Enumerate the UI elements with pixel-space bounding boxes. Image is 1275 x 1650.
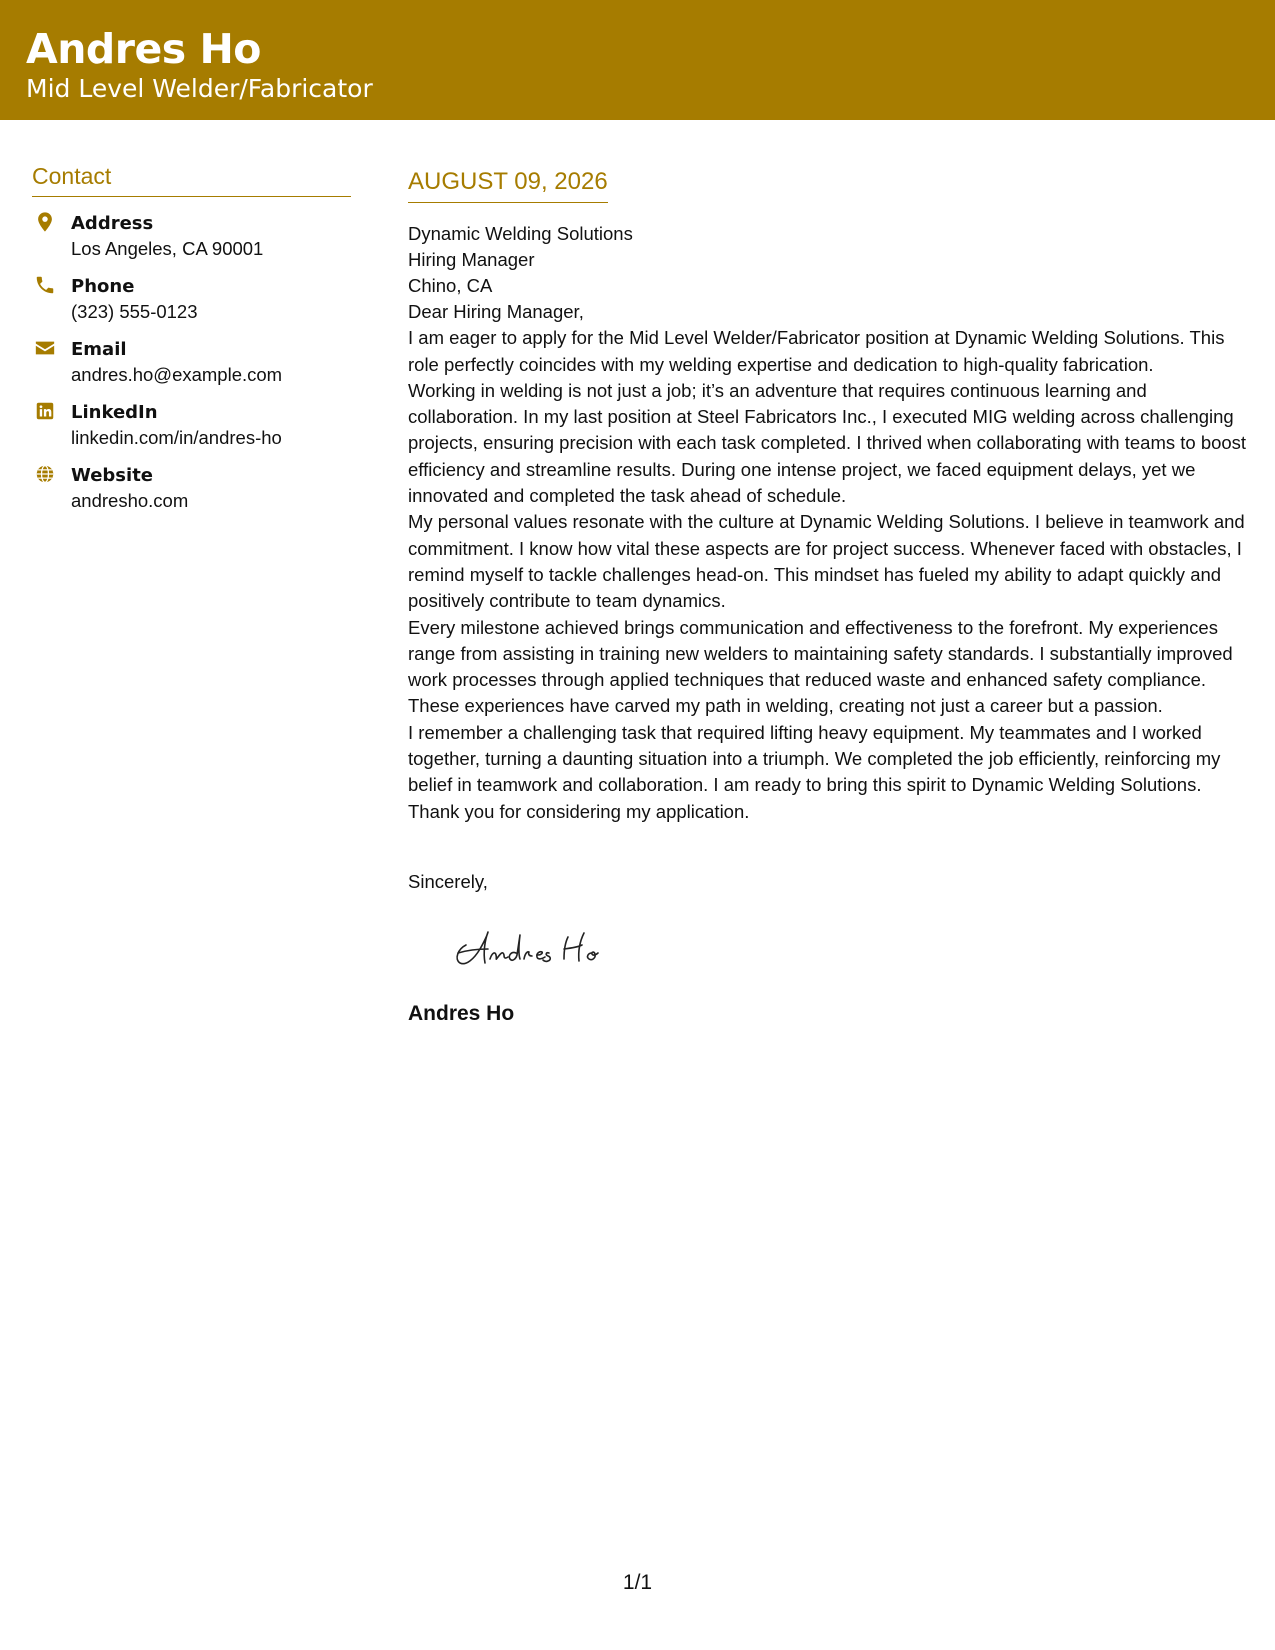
map-pin-icon xyxy=(34,211,56,233)
contact-item-website xyxy=(32,463,351,526)
applicant-role: Mid Level Welder/Fabricator xyxy=(26,74,373,103)
letter-paragraph: Every milestone achieved brings communication and effectiveness to the forefront. My experiences range from assisting in training new welders to maintaining safety standards. I substantially improved work processes through applied techniques that reduced waste and enhanced safety compliance. These experiences have carved my path in welding, creating not just a career but a passion. xyxy=(408,616,1233,717)
contact-list xyxy=(32,211,351,526)
letter-paragraph: My personal values resonate with the culture at Dynamic Welding Solutions. I believe in teamwork and commitment. I know how vital these aspects are for project success. Whenever faced with obstacles, I remind myself to tackle challenges head-on. This mindset has fueled my ability to adapt quickly and positively contribute to team dynamics. xyxy=(408,511,1245,612)
letter-body xyxy=(408,299,1253,825)
applicant-name: Andres Ho xyxy=(26,25,261,73)
contact-sidebar xyxy=(32,160,351,526)
signer-name: Andres Ho xyxy=(408,1001,515,1025)
closing: Sincerely, xyxy=(408,870,488,892)
letter-date: AUGUST 09, 2026 xyxy=(408,164,608,203)
page-number: 1/1 xyxy=(622,1571,653,1594)
linkedin-icon xyxy=(34,400,56,422)
salutation: Dear Hiring Manager, xyxy=(408,301,584,322)
contact-heading: Contact xyxy=(32,160,351,197)
envelope-icon xyxy=(34,337,56,359)
letter-paragraph: Thank you for considering my application. xyxy=(408,800,750,822)
cover-letter xyxy=(408,164,1253,1029)
letter-paragraph: I remember a challenging task that required lifting heavy equipment. My teammates and I worked together, turning a daunting situation into a triumph. We completed the job efficiently, reinforcing my belief in teamwork and collaboration. I am ready to bring this spirit to Dynamic Welding Solutions. xyxy=(408,721,1221,796)
contact-value: andres.ho@example.com xyxy=(71,364,283,385)
handwritten-signature xyxy=(446,923,636,975)
recipient-block xyxy=(408,221,1253,299)
recipient-title: Hiring Manager xyxy=(408,249,535,270)
contact-value: (323) 555-0123 xyxy=(71,301,198,322)
contact-value: linkedin.com/in/andres-ho xyxy=(71,427,282,448)
contact-value: Los Angeles, CA 90001 xyxy=(71,238,264,259)
contact-label: Phone xyxy=(71,276,135,297)
phone-icon xyxy=(34,274,56,296)
contact-item-linkedin xyxy=(32,400,351,463)
contact-label: Website xyxy=(71,465,154,486)
globe-icon xyxy=(34,463,56,485)
contact-item-email xyxy=(32,337,351,400)
contact-label: Address xyxy=(71,213,154,234)
contact-label: Email xyxy=(71,339,127,360)
recipient-location: Chino, CA xyxy=(408,275,493,296)
contact-item-address xyxy=(32,211,351,274)
resume-header xyxy=(0,0,1275,120)
letter-paragraph: Working in welding is not just a job; it’s an adventure that requires continuous learning and collaboration. In my last position at Steel Fabricators Inc., I executed MIG welding across challenging projects, ensuring precision with each task completed. I thrived when collaborating with teams to boost efficiency and streamline results. During one intense project, we faced equipment delays, yet we innovated and completed the task ahead of schedule. xyxy=(408,379,1247,507)
contact-label: LinkedIn xyxy=(71,402,158,423)
recipient-company: Dynamic Welding Solutions xyxy=(408,223,633,244)
contact-item-phone xyxy=(32,274,351,337)
contact-value: andresho.com xyxy=(71,490,189,511)
letter-paragraph: I am eager to apply for the Mid Level Welder/Fabricator position at Dynamic Welding Solutions. This role perfectly coincides with my welding expertise and dedication to high-quality fabrication. xyxy=(408,327,1225,375)
